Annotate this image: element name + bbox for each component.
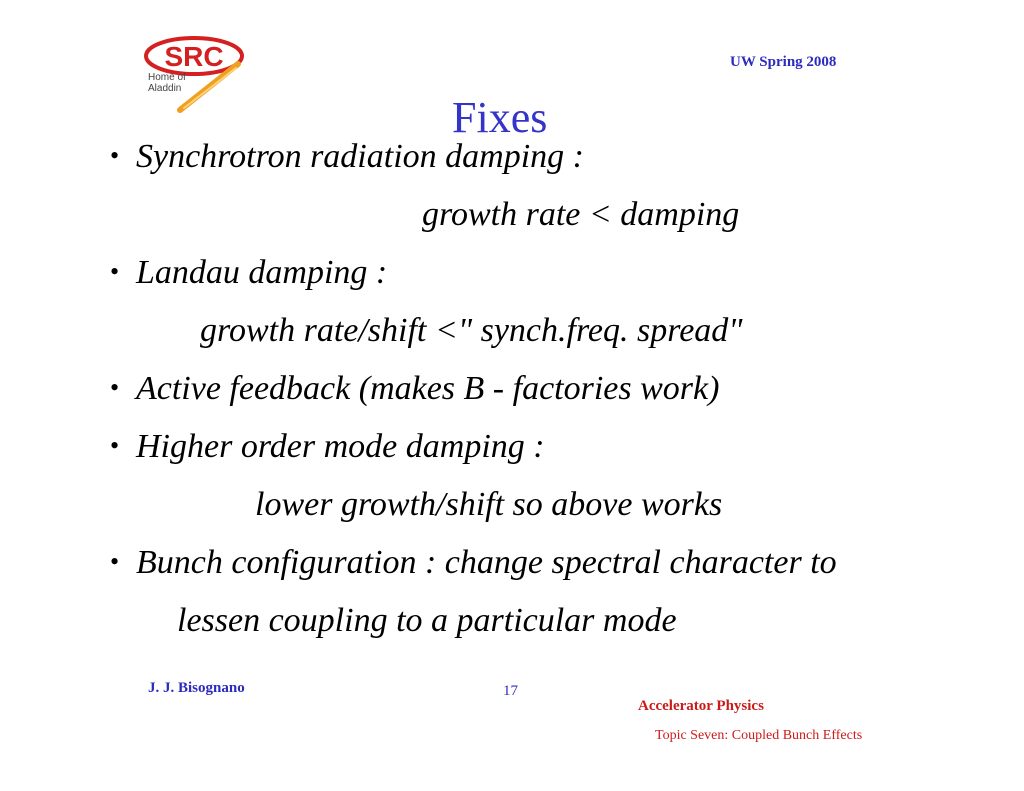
logo-tagline bbox=[148, 72, 186, 94]
src-logo bbox=[140, 30, 250, 120]
line-text: lower growth/shift so above works bbox=[255, 486, 723, 523]
term-label: UW Spring 2008 bbox=[730, 54, 837, 70]
bullet-line-1 bbox=[110, 138, 584, 176]
line-text: Synchrotron radiation damping : bbox=[136, 138, 584, 175]
bullet-line-3 bbox=[110, 370, 719, 408]
bullet-icon: • bbox=[110, 547, 120, 576]
logo-tagline-line2: Aladdin bbox=[148, 83, 182, 94]
bullet-icon: • bbox=[110, 373, 120, 402]
sub-line-2 bbox=[200, 312, 743, 350]
sub-line-4 bbox=[177, 602, 677, 640]
logo-tagline-line1: Home of bbox=[148, 72, 186, 83]
bullet-icon: • bbox=[110, 257, 120, 286]
line-text: Landau damping : bbox=[136, 254, 388, 291]
sub-line-1 bbox=[422, 196, 739, 234]
bullet-line-4 bbox=[110, 428, 545, 466]
bullet-icon: • bbox=[110, 141, 120, 170]
footer-author: J. J. Bisognano bbox=[148, 680, 245, 696]
bullet-line-5 bbox=[110, 544, 837, 582]
page-number: 17 bbox=[503, 683, 518, 699]
bullet-icon: • bbox=[110, 431, 120, 460]
slide-title: Fixes bbox=[452, 93, 548, 142]
line-text: lessen coupling to a particular mode bbox=[177, 602, 677, 639]
bullet-line-2 bbox=[110, 254, 387, 292]
line-text: growth rate/shift <" synch.freq. spread" bbox=[200, 312, 743, 349]
sub-line-3 bbox=[255, 486, 722, 524]
logo-brand: SRC bbox=[164, 41, 224, 72]
line-text: Active feedback (makes B - factories work) bbox=[136, 370, 720, 407]
line-text: growth rate < damping bbox=[422, 196, 740, 233]
line-text: Bunch configuration : change spectral character to bbox=[136, 544, 837, 581]
topic-title: Topic Seven: Coupled Bunch Effects bbox=[655, 728, 863, 743]
course-title: Accelerator Physics bbox=[638, 698, 764, 714]
line-text: Higher order mode damping : bbox=[136, 428, 545, 465]
